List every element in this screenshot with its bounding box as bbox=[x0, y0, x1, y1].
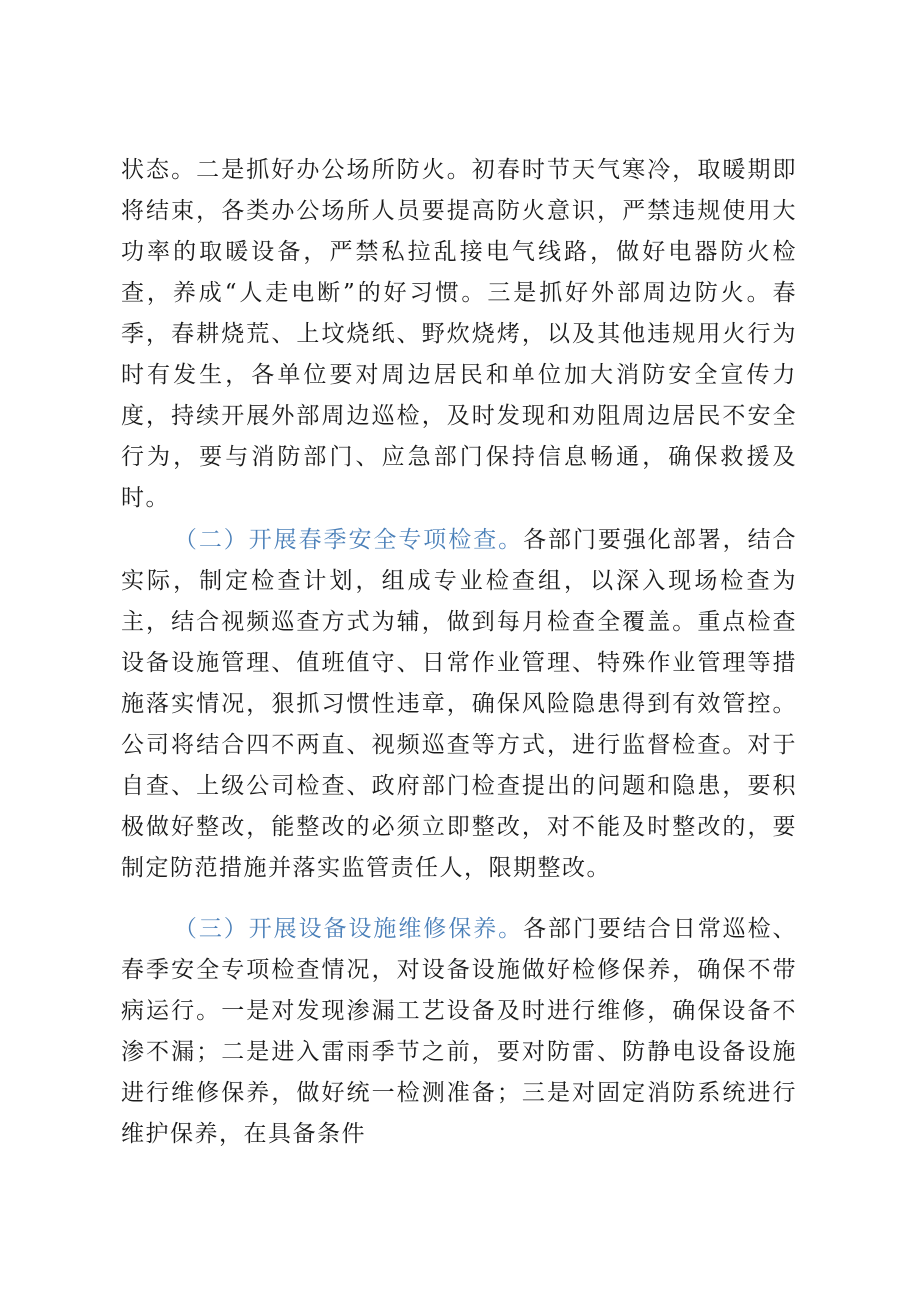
paragraph-body: 状态。二是抓好办公场所防火。初春时节天气寒冷，取暖期即将结束，各类办公场所人员要提高防火意识，严禁违规使用大功率的取暖设备，严禁私拉乱接电气线路，做好电器防火检查，养成“人走电断”的好习惯。三是抓好外部周边防火。春季，春耕烧荒、上坟烧纸、野炊烧烤，以及其他违规用火行为时有发生，各单位要对周边居民和单位加大消防安全宣传力度，持续开展外部周边巡检，及时发现和劝阻周边居民不安全行为，要与消防部门、应急部门保持信息畅通，确保救援及时。 bbox=[121, 157, 797, 511]
paragraph-body: 各部门要结合日常巡检、春季安全专项检查情况，对设备设施做好检修保养，确保不带病运行。一是对发现渗漏工艺设备及时进行维修，确保设备不渗不漏；二是进入雷雨季节之前，要对防雷、防静电设备设施进行维修保养，做好统一检测准备；三是对固定消防系统进行维护保养，在具备条件 bbox=[121, 916, 798, 1147]
section-heading: （三）开展设备设施维修保养。 bbox=[173, 916, 524, 942]
paragraph-text bbox=[121, 520, 797, 889]
paragraph-text bbox=[121, 150, 797, 519]
paragraph-body: 各部门要强化部署，结合实际，制定检查计划，组成专业检查组，以深入现场检查为主，结合视频巡查方式为辅，做到每月检查全覆盖。重点检查设备设施管理、值班值守、日常作业管理、特殊作业管理等措施落实情况，狠抓习惯性违章，确保风险隐患得到有效管控。公司将结合四不两直、视频巡查等方式，进行监督检查。对于自查、上级公司检查、政府部门检查提出的问题和隐患，要积极做好整改，能整改的必须立即整改，对不能及时整改的，要制定防范措施并落实监管责任人，限期整改。 bbox=[121, 527, 798, 881]
section-heading: （二）开展春季安全专项检查。 bbox=[173, 527, 524, 553]
paragraph-spring-inspection bbox=[121, 520, 797, 889]
paragraph-equipment-maintenance bbox=[121, 909, 797, 1155]
paragraph-text bbox=[121, 909, 797, 1155]
paragraph-fire-prevention bbox=[121, 150, 797, 519]
